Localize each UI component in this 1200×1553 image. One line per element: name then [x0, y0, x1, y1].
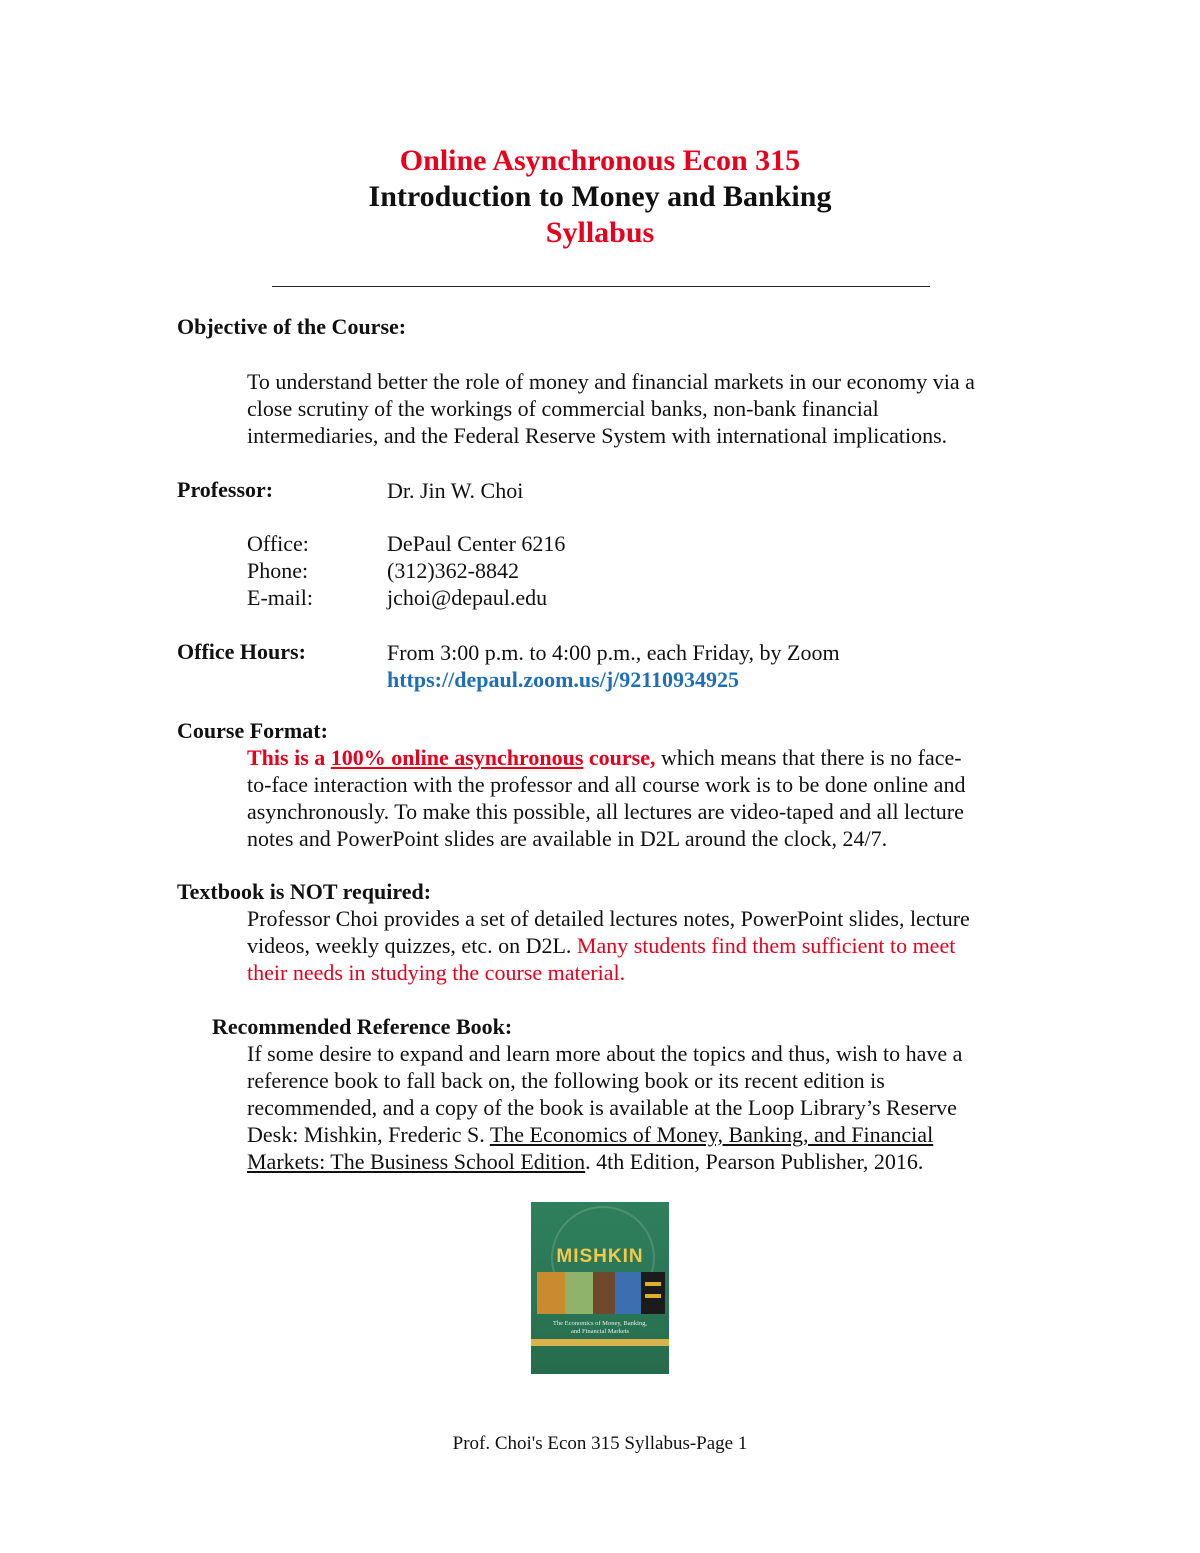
reference-citation-suffix: . 4th Edition, Pearson Publisher, 2016. [585, 1149, 924, 1174]
reference-line: If some desire to expand and learn more about the topics and thus, wish to have a [247, 1041, 963, 1066]
course-format-line [247, 744, 965, 771]
phone-label: Phone: [247, 558, 309, 583]
cover-subtitle-line: and Financial Markets [570, 1328, 630, 1335]
objective-heading: Objective of the Course: [177, 314, 407, 339]
course-title: Online Asynchronous Econ 315 [399, 144, 801, 177]
office-hours-value: From 3:00 p.m. to 4:00 p.m., each Friday, by Zoom [387, 640, 840, 665]
textbook-line: their needs in studying the course material. [247, 960, 626, 985]
reference-book-title: The Economics of Money, Banking, and Financial [489, 1122, 934, 1147]
reference-line: reference book to fall back on, the following book or its recent edition is [247, 1068, 885, 1093]
office-value: DePaul Center 6216 [387, 531, 566, 556]
page-footer: Prof. Choi's Econ 315 Syllabus-Page 1 [452, 1433, 748, 1454]
objective-line: close scrutiny of the workings of commercial banks, non-bank financial [247, 396, 879, 421]
email-label: E-mail: [247, 585, 313, 610]
reference-line [247, 1148, 962, 1175]
cover-subtitle [531, 1320, 669, 1336]
title-divider [272, 286, 930, 287]
reference-book-title-cont: Markets: The Business School Edition [247, 1149, 586, 1174]
phone-value: (312)362-8842 [387, 558, 519, 583]
course-format-line: to-face interaction with the professor and all course work is to be done online and [247, 772, 966, 797]
textbook-line2-red: Many students find them sufficient to meet [576, 933, 956, 958]
reference-line [247, 1121, 962, 1148]
office-hours-heading: Office Hours: [177, 639, 306, 664]
textbook-line: Professor Choi provides a set of detailed lectures notes, PowerPoint slides, lecture [247, 906, 970, 931]
reference-citation-prefix: Desk: Mishkin, Frederic S. [247, 1122, 490, 1147]
document-type: Syllabus [545, 216, 655, 249]
format-emphasis-underlined: 100% online asynchronous [330, 745, 584, 770]
objective-text [247, 368, 975, 449]
office-label: Office: [247, 531, 309, 556]
textbook-line2-black: videos, weekly quizzes, etc. on D2L. [247, 933, 577, 958]
cover-band [531, 1339, 669, 1346]
format-emphasis-suffix: course, [583, 745, 656, 770]
professor-name: Dr. Jin W. Choi [387, 478, 524, 503]
reference-line: recommended, and a copy of the book is available at the Loop Library’s Reserve [247, 1095, 957, 1120]
cover-author: MISHKIN [556, 1246, 644, 1267]
course-format-line: asynchronously. To make this possible, all lectures are video-taped and all lecture [247, 799, 964, 824]
cover-subtitle-line: The Economics of Money, Banking, [552, 1320, 648, 1327]
textbook-heading: Textbook is NOT required: [177, 879, 432, 904]
zoom-link[interactable]: https://depaul.zoom.us/j/92110934925 [387, 667, 740, 692]
course-format-line: notes and PowerPoint slides are available in D2L around the clock, 24/7. [247, 826, 888, 851]
course-subtitle: Introduction to Money and Banking [368, 180, 832, 213]
reference-heading: Recommended Reference Book: [212, 1014, 513, 1039]
format-line1-rest: which means that there is no face- [655, 745, 962, 770]
book-cover-image [531, 1202, 669, 1374]
course-format-text [247, 744, 965, 852]
objective-line: intermediaries, and the Federal Reserve System with international implications. [247, 423, 948, 448]
professor-heading: Professor: [177, 477, 274, 502]
format-emphasis-prefix: This is a [247, 745, 331, 770]
textbook-line [247, 932, 970, 959]
course-format-heading: Course Format: [177, 718, 328, 743]
cover-photo-strip [531, 1272, 669, 1314]
reference-text [247, 1040, 962, 1175]
objective-line: To understand better the role of money and financial markets in our economy via a [247, 369, 975, 394]
textbook-text [247, 905, 970, 986]
email-value[interactable]: jchoi@depaul.edu [387, 585, 548, 610]
